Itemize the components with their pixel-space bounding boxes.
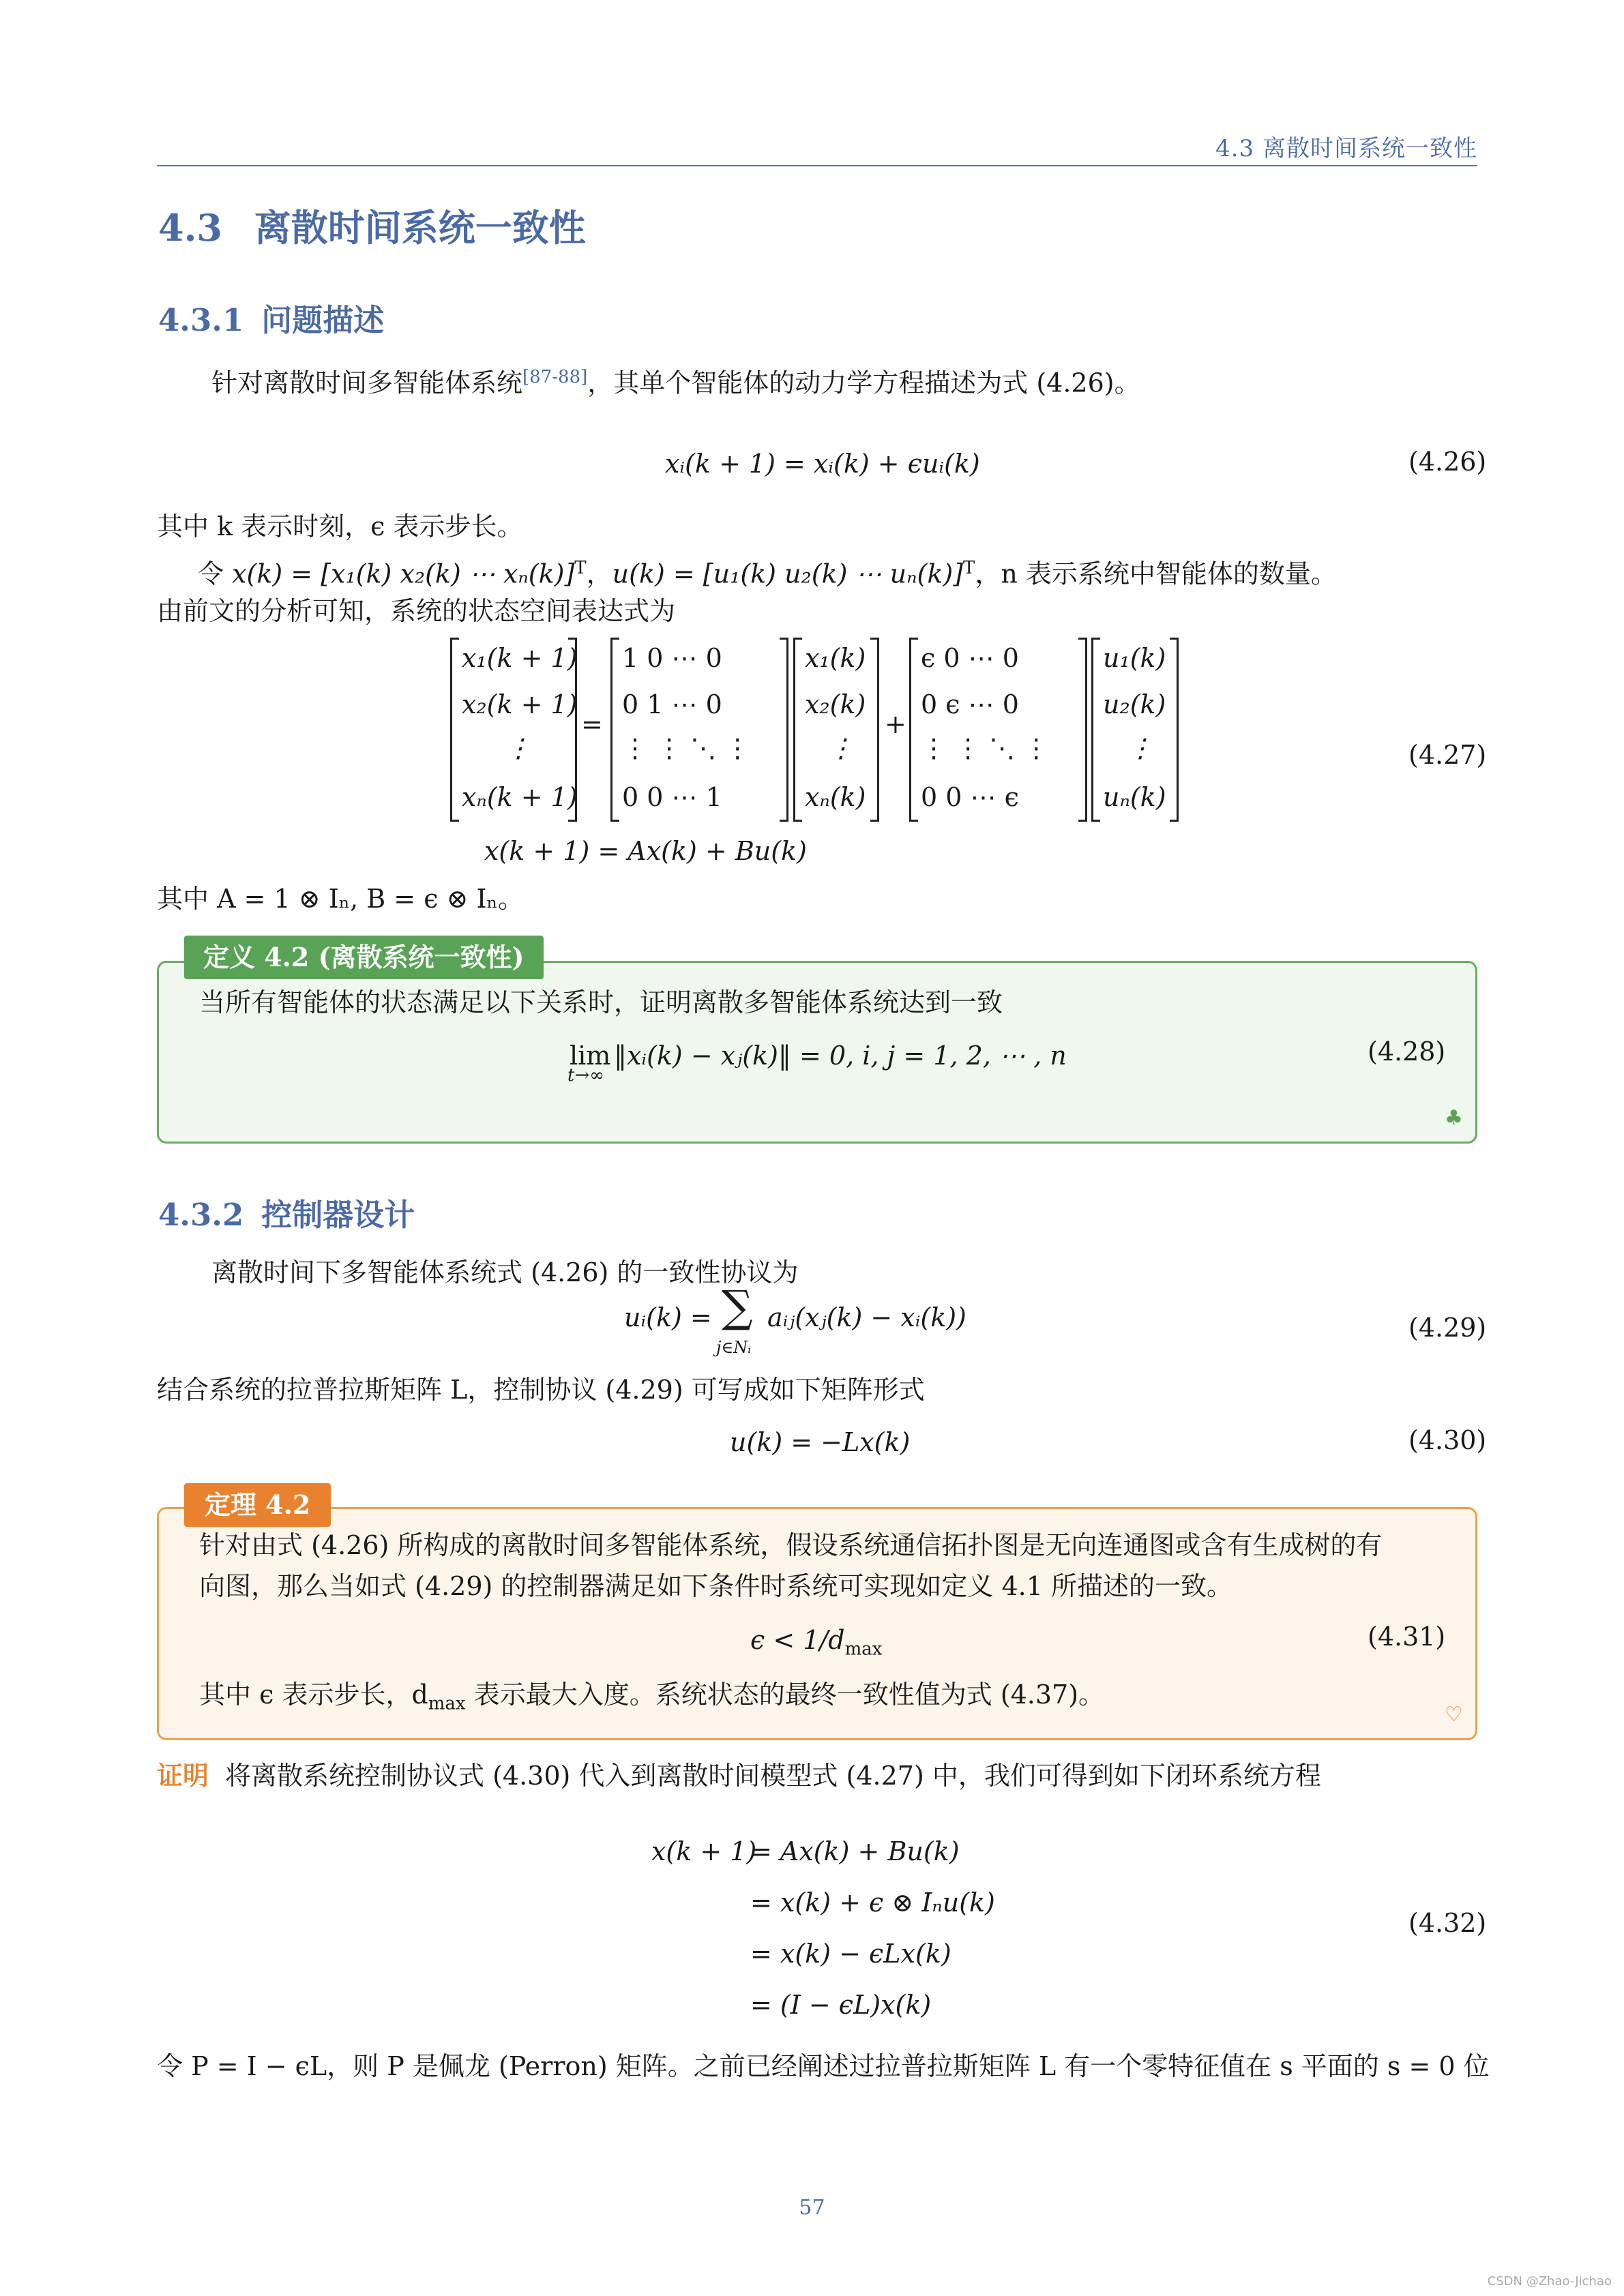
definition-equation: ‖xᵢ(k) − xⱼ(k)‖ = 0, i, j = 1, 2, ⋯ , n: [614, 1041, 1067, 1071]
theorem-text: 其中 ϵ 表示步长，d: [199, 1680, 428, 1710]
theorem-text: 表示最大入度。系统状态的最终一致性值为式 (4.37)。: [465, 1680, 1105, 1710]
subsection-heading-1: [158, 295, 384, 340]
page-number: 57: [799, 2196, 825, 2220]
matrix-entry: xₙ(k): [805, 782, 866, 812]
subscript: max: [428, 1693, 466, 1714]
matrix-row: 0 0 ⋯ 1: [622, 782, 722, 812]
paragraph-AB: 其中 A = 1 ⊗ Iₙ, B = ϵ ⊗ Iₙ。: [157, 884, 524, 914]
heart-icon: ♡: [1445, 1703, 1463, 1727]
paragraph-where: 其中 k 表示时刻，ϵ 表示步长。: [157, 511, 523, 541]
subsection-title: 问题描述: [261, 302, 385, 338]
paragraph-text: 令: [198, 558, 233, 589]
paragraph-text: 针对离散时间多智能体系统: [211, 368, 523, 398]
state-vector-def: x(k) = [x₁(k) x₂(k) ⋯ xₙ(k)]: [232, 558, 575, 589]
proof-paragraph: [157, 1755, 1321, 1796]
paragraph-perron: 令 P = I − ϵL，则 P 是佩龙 (Perron) 矩阵。之前已经阐述过拉普拉斯矩阵 L 有一个零特征值在 s 平面的 s = 0 位: [157, 2051, 1490, 2081]
subsection-title: 控制器设计: [261, 1197, 415, 1233]
plus-sign: +: [885, 709, 906, 739]
equation-number: (4.30): [1408, 1425, 1487, 1455]
paragraph-intro: [211, 357, 1140, 404]
matrix-entry: x₂(k): [805, 689, 866, 719]
matrix-entry: ⋮: [1127, 733, 1153, 763]
equation-4-26: xᵢ(k + 1) = xᵢ(k) + ϵuᵢ(k): [665, 449, 980, 479]
matrix-entry: ⋮: [828, 733, 854, 763]
u-vector: [1091, 638, 1179, 822]
equation-number: (4.31): [1368, 1622, 1446, 1652]
matrix-row: ⋮ ⋮ ⋱ ⋮: [622, 733, 751, 763]
sum-symbol: ∑: [722, 1282, 753, 1332]
matrix-entry: x₁(k + 1): [462, 643, 578, 673]
matrix-entry: xₙ(k + 1): [462, 782, 578, 812]
x-vector: [793, 638, 879, 822]
lim-subscript: t→∞: [567, 1065, 604, 1086]
eq429-rhs: aᵢⱼ(xⱼ(k) − xᵢ(k)): [767, 1302, 966, 1332]
epsilon-matrix: [909, 638, 1087, 822]
theorem-line-2: 向图，那么当如式 (4.29) 的控制器满足如下条件时系统可实现如定义 4.1 所描述的一致。: [199, 1571, 1233, 1601]
subsection-heading-2: [158, 1190, 415, 1234]
watermark: CSDN @Zhao-Jichao: [1487, 2274, 1612, 2288]
running-head: [157, 130, 1477, 166]
transpose-mark: T: [963, 558, 975, 578]
lhs-vector: [450, 638, 577, 822]
subsection-number: 4.3.2: [158, 1197, 244, 1233]
matrix-entry: x₂(k + 1): [462, 689, 578, 719]
section-number: 4.3: [158, 206, 222, 250]
matrix-entry: u₂(k): [1103, 689, 1166, 719]
matrix-row: ϵ 0 ⋯ 0: [921, 643, 1019, 673]
theorem-line-1: 针对由式 (4.26) 所构成的离散时间多智能体系统，假设系统通信拓扑图是无向连通图或含有生成树的有: [199, 1530, 1383, 1560]
transpose-mark: T: [574, 558, 587, 578]
paragraph-text: ，其单个智能体的动力学方程描述为式 (4.26)。: [587, 368, 1140, 398]
matrix-row: ⋮ ⋮ ⋱ ⋮: [921, 733, 1050, 763]
equation-number: (4.32): [1408, 1908, 1487, 1938]
matrix-row: 1 0 ⋯ 0: [622, 643, 722, 673]
section-title: 离散时间系统一致性: [254, 206, 586, 250]
theorem-tab: 定理 4.2: [184, 1483, 331, 1527]
theorem-line-3: [199, 1674, 1104, 1725]
proof-label: 证明: [157, 1760, 209, 1791]
eq432-line-1: = Ax(k) + Bu(k): [750, 1836, 960, 1866]
definition-lim: lim: [570, 1041, 611, 1071]
matrix-row: 0 ϵ ⋯ 0: [921, 689, 1019, 719]
matrix-entry: x₁(k): [805, 643, 866, 673]
equation-number: (4.27): [1408, 740, 1487, 770]
subscript: max: [844, 1639, 883, 1660]
citation-link[interactable]: [87-88]: [522, 367, 588, 387]
eq432-line-3: = x(k) − ϵLx(k): [750, 1939, 951, 1969]
running-head-text: 4.3 离散时间系统一致性: [1215, 135, 1477, 162]
matrix-entry: ⋮: [505, 733, 531, 763]
eq429-lhs: uᵢ(k) =: [624, 1302, 712, 1332]
theorem-equation: [750, 1620, 882, 1670]
proof-text: 将离散系统控制协议式 (4.30) 代入到离散时间模型式 (4.27) 中，我们可得到如下闭环系统方程: [225, 1761, 1321, 1791]
eq432-line-2: = x(k) + ϵ ⊗ Iₙu(k): [750, 1888, 995, 1918]
matrix-row: 0 1 ⋯ 0: [622, 689, 722, 719]
eq432-lhs: x(k + 1): [651, 1836, 757, 1866]
definition-tab: 定义 4.2 (离散系统一致性): [184, 936, 544, 979]
paragraph-definitions: [198, 548, 1337, 595]
section-heading: [158, 199, 586, 252]
paragraph-matrix-form: 结合系统的拉普拉斯矩阵 L，控制协议 (4.29) 可写成如下矩阵形式: [157, 1375, 925, 1405]
subsection-number: 4.3.1: [158, 302, 244, 338]
equation-number: (4.28): [1368, 1037, 1446, 1067]
eq432-line-4: = (I − ϵL)x(k): [750, 1990, 932, 2020]
input-vector-def: u(k) = [u₁(k) u₂(k) ⋯ uₙ(k)]: [612, 558, 963, 589]
definition-text: 当所有智能体的状态满足以下关系时，证明离散多智能体系统达到一致: [199, 987, 1003, 1017]
matrix-entry: uₙ(k): [1103, 782, 1166, 812]
equation-4-30: u(k) = −Lx(k): [730, 1427, 911, 1457]
matrix-entry: u₁(k): [1103, 643, 1166, 673]
paragraph-state-space: 由前文的分析可知，系统的状态空间表达式为: [157, 596, 676, 626]
equation-number: (4.29): [1408, 1313, 1487, 1343]
sum-subscript: j∈Nᵢ: [716, 1338, 752, 1357]
theorem-eq-text: ϵ < 1/d: [750, 1625, 845, 1655]
separator: ，: [586, 558, 612, 589]
equation-number: (4.26): [1408, 447, 1487, 477]
identity-matrix: [610, 638, 788, 822]
paragraph-protocol: 离散时间下多智能体系统式 (4.26) 的一致性协议为: [211, 1257, 799, 1287]
equation-4-27-compact: x(k + 1) = Ax(k) + Bu(k): [484, 836, 807, 866]
paragraph-text: ，n 表示系统中智能体的数量。: [975, 558, 1337, 589]
matrix-row: 0 0 ⋯ ϵ: [921, 782, 1019, 812]
equals-sign: =: [581, 709, 603, 739]
club-icon: ♣: [1445, 1106, 1463, 1130]
